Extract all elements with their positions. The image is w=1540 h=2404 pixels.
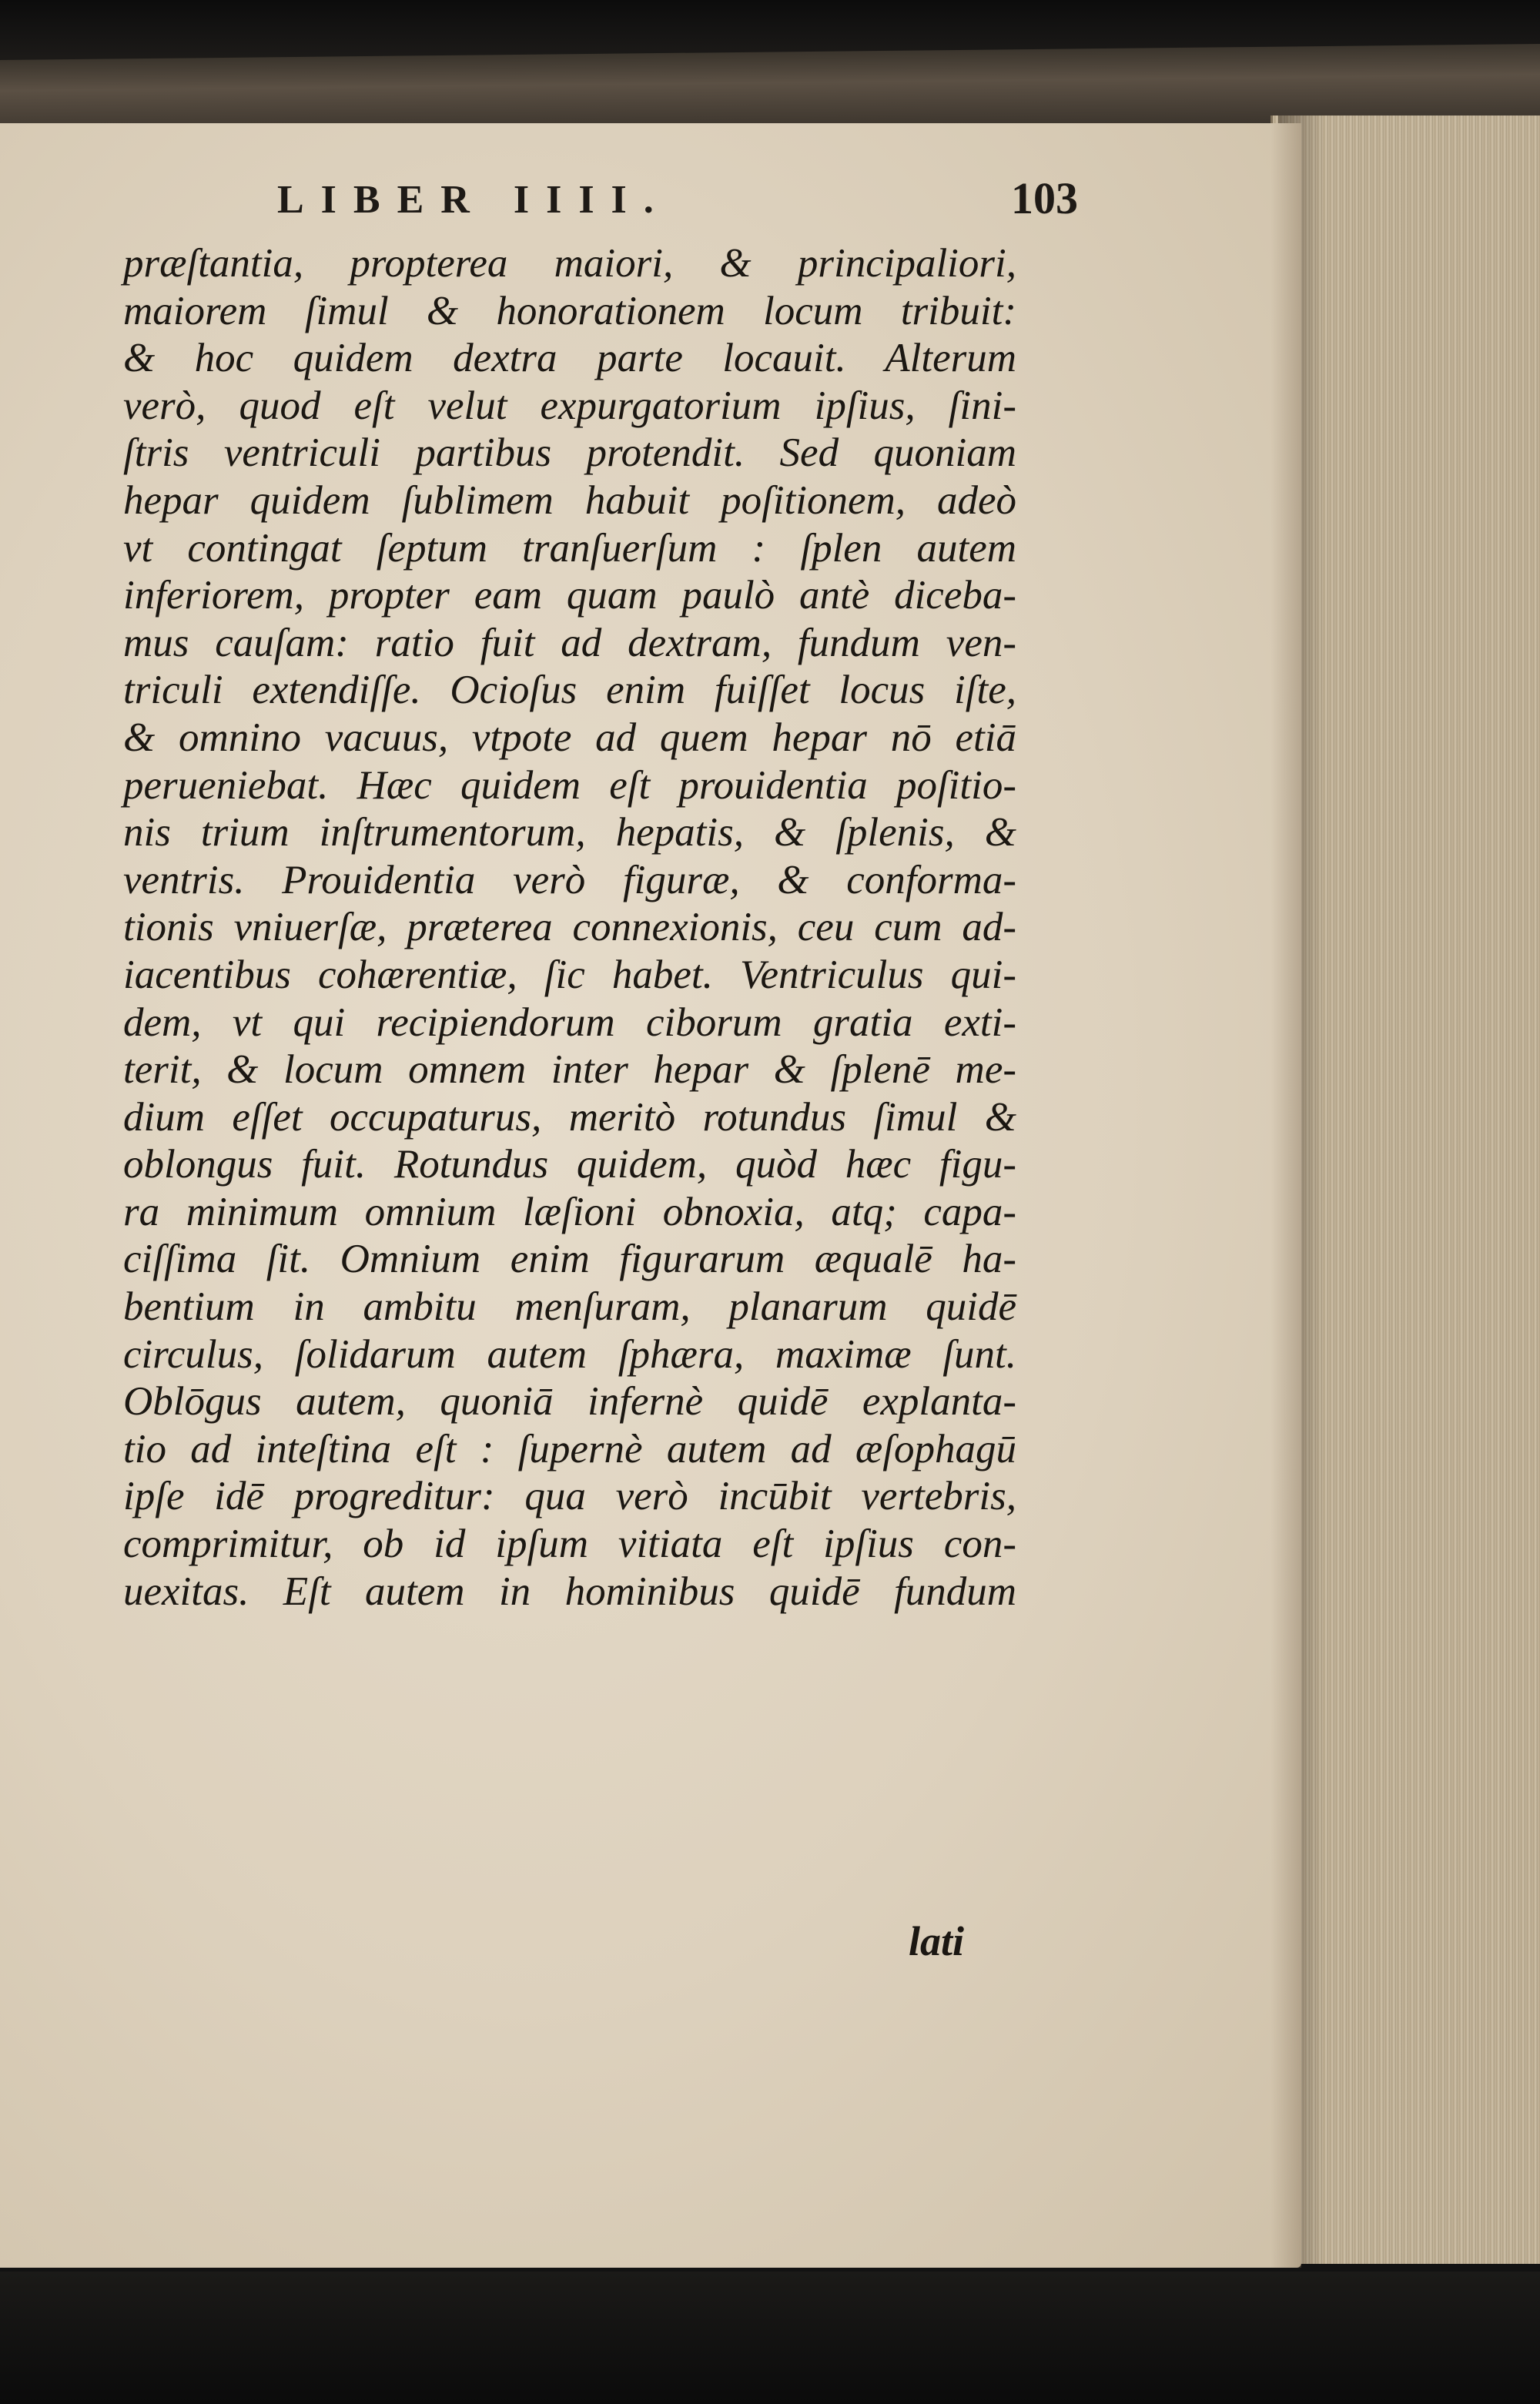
text-line: tionis vniuerſæ, præterea connexionis, ceu cum ad- xyxy=(123,905,1016,950)
catchword: lati xyxy=(909,1918,965,1964)
text-line: præſtantia, propterea maiori, & principaliori, xyxy=(123,241,1016,286)
page-header xyxy=(192,173,1078,231)
text-line: hepar quidem ſublimem habuit poſitionem, adeò xyxy=(123,477,1016,523)
text-line: ciſſima ſit. Omnium enim figurarum æqualē ha- xyxy=(123,1237,1016,1282)
text-line: iacentibus cohærentiæ, ſic habet. Ventriculus qui- xyxy=(123,952,1016,997)
text-line: & hoc quidem dextra parte locauit. Alterum xyxy=(123,336,1016,381)
text-line: ventris. Prouidentia verò figuræ, & conforma- xyxy=(123,857,1016,902)
scan-background-bottom xyxy=(0,2272,1540,2404)
page-number: 103 xyxy=(1011,173,1078,223)
text-line: vt contingat ſeptum tranſuerſum : ſplen autem xyxy=(123,525,1016,571)
text-line: circulus, ſolidarum autem ſphæra, maximæ ſunt. xyxy=(123,1331,1016,1377)
text-line: & omnino vacuus, vtpote ad quem hepar nō etiā xyxy=(123,715,1016,760)
text-line: nis trium inſtrumentorum, hepatis, & ſplenis, & xyxy=(123,810,1016,855)
text-line: mus cauſam: ratio fuit ad dextram, fundum ven- xyxy=(123,620,1016,665)
text-line: perueniebat. Hæc quidem eſt prouidentia poſitio- xyxy=(123,762,1016,808)
text-line: inferiorem, propter eam quam paulò antè diceba- xyxy=(123,573,1016,618)
text-line: terit, & locum omnem inter hepar & ſplenē me- xyxy=(123,1047,1016,1093)
text-line: bentium in ambitu menſuram, planarum quidē xyxy=(123,1284,1016,1330)
text-line: tio ad inteſtina eſt : ſupernè autem ad æſophagū xyxy=(123,1426,1016,1472)
text-line: comprimitur, ob id ipſum vitiata eſt ipſius con- xyxy=(123,1522,1016,1567)
text-line: verò, quod eſt velut expurgatorium ipſius, ſini- xyxy=(123,383,1016,428)
text-line: ipſe idē progreditur: qua verò incūbit vertebris, xyxy=(123,1474,1016,1519)
running-title: LIBER IIII. xyxy=(277,178,671,222)
text-line: Oblōgus autem, quoniā infernè quidē explanta- xyxy=(123,1379,1016,1425)
text-line: oblongus fuit. Rotundus quidem, quòd hæc figu- xyxy=(123,1142,1016,1187)
bleed-through-text xyxy=(1032,377,1232,425)
text-line: maiorem ſimul & honorationem locum tribuit: xyxy=(123,288,1016,333)
text-line: uexitas. Eſt autem in hominibus quidē fundum xyxy=(123,1569,1016,1614)
text-line: dem, vt qui recipiendorum ciborum gratia exti- xyxy=(123,999,1016,1045)
body-text xyxy=(123,240,1016,1616)
text-line: ra minimum omnium læſioni obnoxia, atq; capa- xyxy=(123,1189,1016,1234)
text-line: dium eſſet occupaturus, meritò rotundus ſimul & xyxy=(123,1094,1016,1140)
text-line: triculi extendiſſe. Ocioſus enim fuiſſet locus iſte, xyxy=(123,668,1016,713)
text-line: ſtris ventriculi partibus protendit. Sed quoniam xyxy=(123,430,1016,476)
